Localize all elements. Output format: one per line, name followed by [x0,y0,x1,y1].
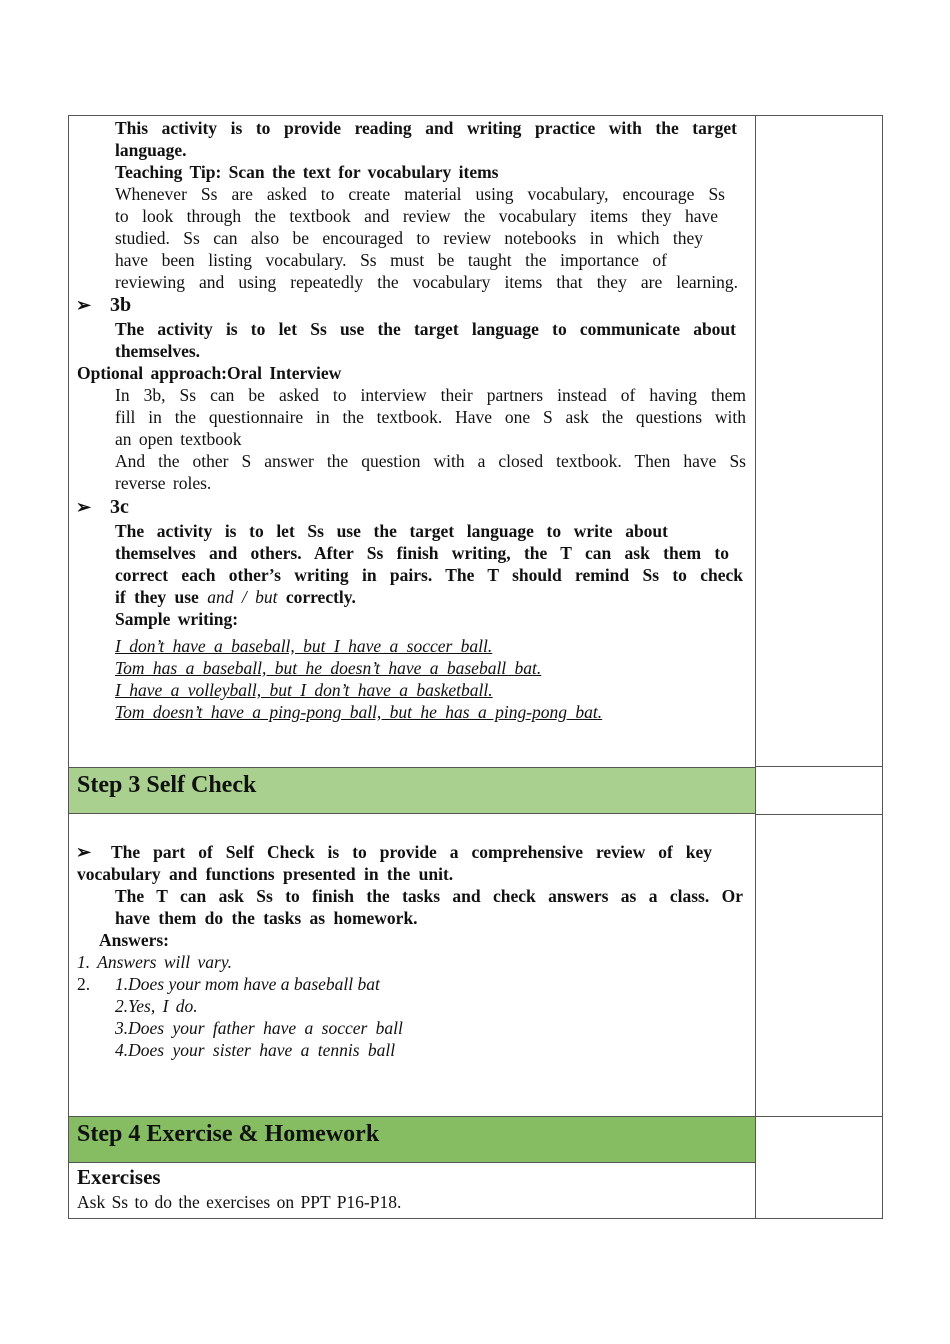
exercises-text: Ask Ss to do the exercises on PPT P16-P18. [77,1192,402,1212]
text-line: language. [115,140,187,160]
text-line: themselves and others. After Ss finish writing, the T can ask them to [115,543,729,563]
arrow-bullet-icon: ➢ [76,295,92,315]
text-line: reviewing and using repeatedly the vocabulary items that they are learning. [115,272,738,292]
text-line: The activity is to let Ss use the target language to communicate about [115,319,736,339]
arrow-bullet-icon: ➢ [76,497,92,517]
text-line: The part of Self Check is to provide a comprehensive review of key [111,842,712,862]
answer-number: 2. [77,974,91,994]
step3-title: Step 3 Self Check [77,772,257,798]
text-line: have been listing vocabulary. Ss must be taught the importance of [115,250,667,270]
answer-item: 2.Yes, I do. [115,996,198,1016]
text-line: fill in the questionnaire in the textbook. Have one S ask the questions with [115,407,746,427]
text-line: themselves. [115,341,201,361]
text-line: And the other S answer the question with a closed textbook. Then have Ss [115,451,746,471]
text-line: vocabulary and functions presented in the unit. [77,864,454,884]
text-line: reverse roles. [115,473,212,493]
optional-approach-heading: Optional approach:Oral Interview [77,363,342,383]
text-line: The activity is to let Ss use the target language to write about [115,521,668,541]
answers-label: Answers: [99,930,169,950]
arrow-bullet-icon: ➢ [76,842,92,862]
sample-sentence: I have a volleyball, but I don’t have a basketball. [115,680,493,700]
row-divider [755,766,882,767]
sample-sentence: I don’t have a baseball, but I have a soccer ball. [115,636,493,656]
section-3c-title: 3c [110,496,129,518]
text-span: if they use [115,587,199,607]
text-line: The T can ask Ss to finish the tasks and check answers as a class. Or [115,886,743,906]
exercises-heading: Exercises [77,1165,161,1189]
answer-item: 1. Answers will vary. [77,952,233,972]
sample-sentence: Tom has a baseball, but he doesn’t have a baseball bat. [115,658,542,678]
text-line: an open textbook [115,429,242,449]
text-line: correct each other’s writing in pairs. The T should remind Ss to check [115,565,743,585]
text-span: and / but [207,587,278,607]
row-divider [755,1116,882,1117]
step4-header [69,1116,755,1163]
answer-item: 3.Does your father have a soccer ball [115,1018,403,1038]
sample-writing-label: Sample writing: [115,609,239,629]
row-divider [755,814,882,815]
text-line: Whenever Ss are asked to create material using vocabulary, encourage Ss [115,184,725,204]
sample-sentence: Tom doesn’t have a ping-pong ball, but he has a ping-pong bat. [115,702,603,722]
column-divider [755,115,756,1219]
text-line: In 3b, Ss can be asked to interview their partners instead of having them [115,385,746,405]
text-line [115,586,356,608]
step3-header [69,767,755,814]
answer-item: 4.Does your sister have a tennis ball [115,1040,396,1060]
text-line: studied. Ss can also be encouraged to review notebooks in which they [115,228,703,248]
text-line: to look through the textbook and review the vocabulary items they have [115,206,718,226]
section-3b-title: 3b [110,294,132,316]
text-line: have them do the tasks as homework. [115,908,418,928]
teaching-tip-heading: Teaching Tip: Scan the text for vocabulary items [115,162,499,182]
text-line: This activity is to provide reading and writing practice with the target [115,118,737,138]
answer-item: 1.Does your mom have a baseball bat [115,974,380,994]
text-span: correctly. [285,587,356,607]
step4-title: Step 4 Exercise & Homework [77,1121,380,1147]
